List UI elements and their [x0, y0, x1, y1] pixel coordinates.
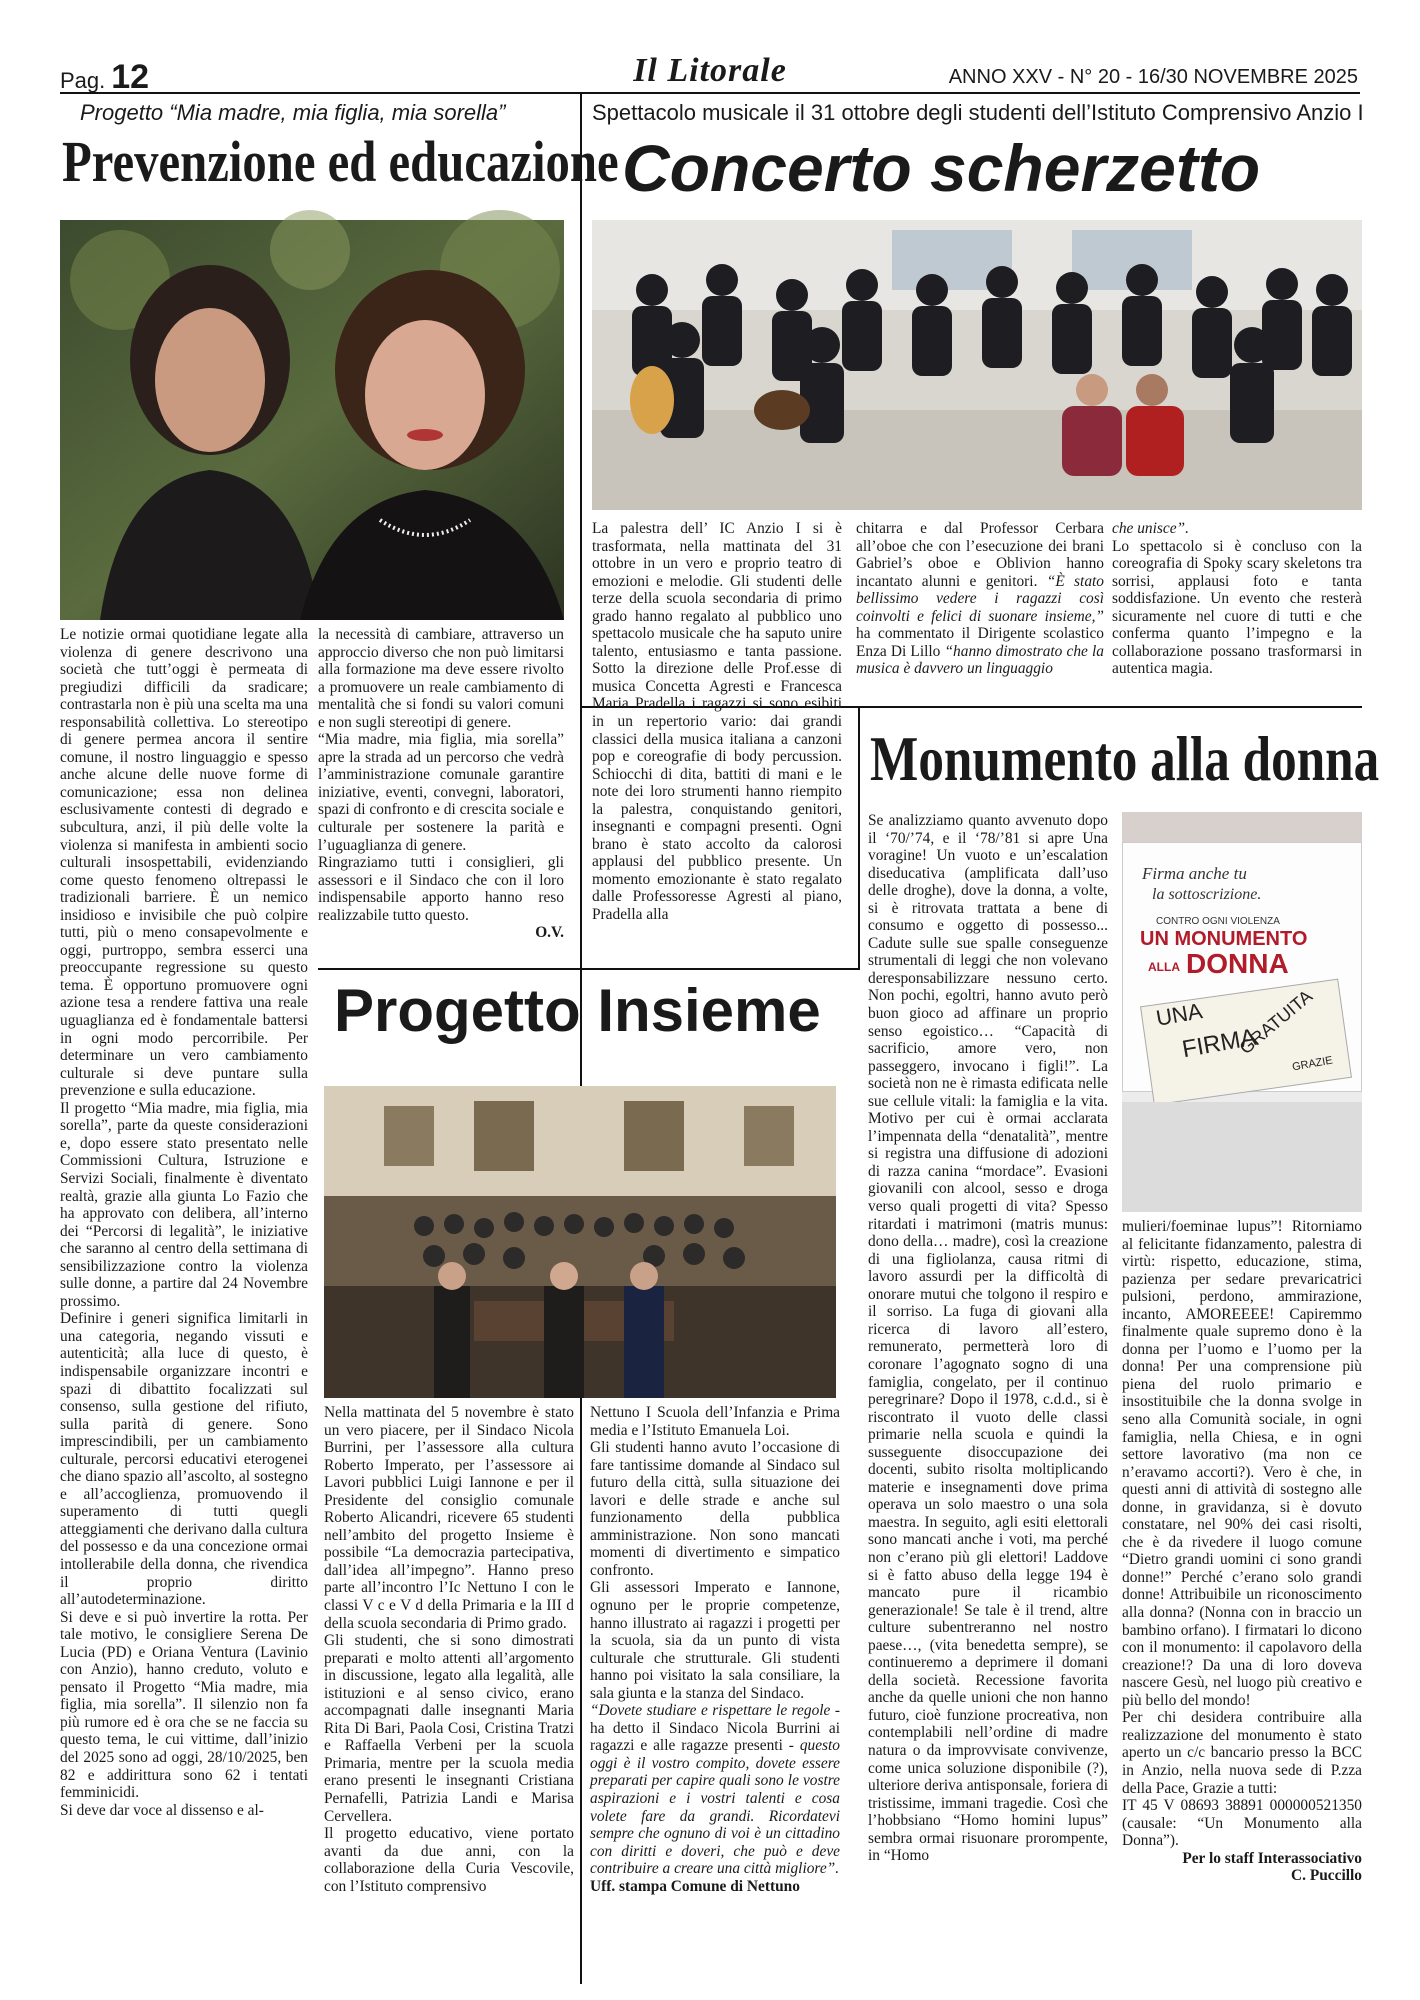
prevenzione-headline: Prevenzione ed educazione — [62, 129, 619, 194]
prevenzione-p4: Si deve e si può invertire la rotta. Per tale motivo, le consigliere Serena De Lucia (PD) e Oriana Ventura (Lavinio con Anzio), hanno creduto, voluto e pensato il Progetto “Mia madre, mia figlia, mia sorella”. Il silenzio non fa più rumore ed è ora che se ne faccia su questo tema, le cui vittime, dall’inizio del 2025 sono ad oggi, 28/10/2025, ben 82 e addirittura sono 62 i tentati femminicidi. — [60, 1608, 308, 1802]
photo-monumento-poster — [1122, 812, 1362, 1212]
concerto-col3-text: Lo spettacolo si è concluso con la coreografia di Spoky scary skeletons tra sorrisi, applausi foto e tanta soddisfazione. Un evento che resterà sicuramente nel cuore di tutti e che conferma quanto l’impegno e la collaborazione possano trasformarsi in autentica magia. — [1112, 537, 1362, 678]
poster-top-strip — [1122, 812, 1362, 842]
prevenzione-kicker: Progetto “Mia madre, mia figlia, mia sorella” — [80, 100, 506, 125]
prevenzione-col2-p1: la necessità di cambiare, attraverso un approccio diverso che non può limitarsi alla formazione ma deve essere rivolto a promuovere un reale cambiamento di mentalità che si fondi su valori comuni e non sugli stereotipi di genere. — [318, 626, 564, 731]
poster-line9: GRATUITA — [1235, 986, 1317, 1059]
monumento-signature1: Per lo staff Interassociativo — [1182, 1849, 1362, 1867]
concerto-col1-text: La palestra dell’ IC Anzio I si è trasformata, nella mattinata del 31 ottobre in un vero e proprio teatro di emozioni e melodie. Gli studenti delle terze della scuola secondaria di primo grado hanno regalato al pubblico uno spettacolo musicale che ha saputo unire talento, entusiasmo e tanta passione. Sotto la direzione delle Prof.esse di musica Concetta Agresti e Francesca Maria Pradella i ragazzi si sono esibiti in un repertorio vario: dai grandi classici della musica italiana a canzoni pop e coreografie di body percussion. Schiocchi di dita, battiti di mani e le note dei loro strumenti hanno riempito la palestra, conquistando genitori, insegnanti e compagni presenti. Ogni brano è stato accolto da calorosi applausi del pubblico presente. Un momento emozionante è stato regalato dalle Professoresse Agresti al piano, Pradella alla — [592, 520, 842, 924]
photo-two-women — [60, 220, 564, 620]
issue-info: ANNO XXV - N° 20 - 16/30 NOVEMBRE 2025 — [948, 66, 1358, 88]
insieme-col2-p1: Nettuno I Scuola dell’Infanzia e Prima media e l’Istituto Emanuela Loi. — [590, 1404, 840, 1439]
poster-line2: la sottoscrizione. — [1152, 886, 1262, 903]
concerto-col1 — [592, 520, 842, 924]
poster-line5: ALLA — [1148, 960, 1180, 974]
poster-line1: Firma anche tu — [1142, 864, 1247, 883]
concerto-col3 — [1112, 520, 1362, 700]
poster-line8: FIRMA — [1180, 1023, 1259, 1064]
poster-bottom — [1122, 1102, 1362, 1212]
insieme-col1-p2: Gli studenti, che si sono dimostrati preparati e molto attenti all’argomento in discussione, legato alla legalità, alle istituzioni e al senso civico, erano accompagnati dalle insegnanti Maria Rita Di Bari, Paola Cosi, Cristina Tratzi e Raffaella Verbeni per la scuola Primaria, mentre per la scuola media erano presenti le insegnanti Cristiana Pernafelli, Patrizia Landi e Marisa Cervellera. — [324, 1632, 574, 1825]
concerto-quote2: “hanno dimostrato che la musica è davvero un linguaggio — [856, 642, 1104, 678]
insieme-headline: Progetto Insieme — [334, 977, 821, 1044]
insieme-col1 — [324, 1404, 574, 1980]
prevenzione-p3: Definire i generi significa limitarli in una categoria, negando vissuti e autenticità; alla luce di questo, è indispensabile organizzare incontri e spazi di dibattito focalizzati sul consenso, sulla gestione del rifiuto, sulla parità di genere. Sono imprescindibili, per un cambiamento culturale, percorsi educativi eterogenei che diano spazio all’ascolto, al sostegno e all’accoglienza, promuovendo il superamento di tutti quegli atteggiamenti che derivano dalla cultura del possesso e da una concezione ormai intollerabile della donna, che rivendica il proprio diritto all’autodeterminazione. — [60, 1310, 308, 1609]
prevenzione-p2: Il progetto “Mia madre, mia figlia, mia sorella”, parte da queste considerazioni e, dopo essere stato presentato nelle Commissioni Cultura, Istruzione e Servizi Sociali, finalmente è diventato realtà, grazie alla giunta Lo Fazio che ha approvato con delibera, all’interno dei “Percorsi di legalità”, le iniziative che saranno al centro della settimana di sensibilizzazione contro la violenza sulle donne, a partire dal 24 Novembre prossimo. — [60, 1099, 308, 1310]
poster-line7: UNA — [1154, 998, 1205, 1031]
concerto-quote3: che unisce”. — [1112, 520, 1189, 537]
insieme-signature: Uff. stampa Comune di Nettuno — [590, 1877, 800, 1895]
insieme-quote-b: questo oggi è il vostro compito, dovete essere preparati per capire quali sono le vostre aspirazioni e i vostri talenti e cosa volete fare da grandi. Ricordatevi sempre che ognuno di voi è un cittadino con diritti e doveri, che può e deve contribuire a creare una città migliore”. — [590, 1737, 840, 1878]
prevenzione-signature: O.V. — [535, 924, 564, 942]
poster-line10: GRAZIE — [1291, 1054, 1334, 1074]
column-divider-insieme — [858, 708, 860, 970]
prevenzione-col2-p2: “Mia madre, mia figlia, mia sorella” apre la strada ad un percorso che vedrà l’amministrazione comunale garantire iniziative, eventi, convegni, laboratori, spazi di confronto e di crescita sociale e culturale per sostenere la parità e l’uguaglianza di genere. — [318, 731, 564, 854]
poster-line4: UN MONUMENTO — [1140, 928, 1308, 950]
monumento-iban: IT 45 V 08693 38891 000000521350 (causale: “Un Monumento alla Donna”). — [1122, 1797, 1362, 1850]
monumento-signature2: C. Puccillo — [1291, 1867, 1362, 1885]
monumento-col1-text: Se analizziamo quanto avvenuto dopo il ‘70/’74, e il ‘78/’81 si apre Una voragine! Un vuoto e un’escalation diseducativa (amplificata dall’uso delle droghe), dove la donna, a volte, si è ritrovata trattata a bene di consumo e oggetto di possesso... Cadute sulle sue spalle conseguenze strumentali di leggi che non volevano deresponsabilizzare nessuno certo. Non pochi, egoltri, hanno avuto però buon gioco ad affinare un proprio senso egoistico… “Capacità di sacrificio, amore vero, non passeggero, invocano i figli!”. La società non ne è rimasta edificata nelle sue cellule vitali: la famiglia e la vita. Motivo per cui è ormai acclarata l’impennata della “denatalità”, mentre si registra una diffusione di adozioni di razza canina “mordace”. Evasioni giovanili con alcool, sesso e droga verso quali progetti di vita? Spesso ritardati i matrimoni (matris munus: dono della… madre), così la creazione di una figliolanza, causa ritmi di lavoro assurdi per la difficoltà di onorare mutui che tolgono il respiro e il sorriso. La fuga di giovani alla ricerca di lavoro all’estero, remunerato, permetterà loro di coronare l’agognato sogno di una famiglia, congelato, per il continuo peregrinare? Dopo il 1978, c.d.d., si è riscontrato il vuoto delle classi primarie nella scuola e quindi la susseguente disoccupazione dei docenti, subito risolta moltiplicando materie e insegnamenti dove prima operava un solo maestro o una sola maestra. In seguito, agli esiti elettorali sono mancati anche i voti, ma perché non c’erano più gli elettori! Laddove si è fatto abuso della legge 194 è mancato pure il ricambio generazionale! Se tale è il trend, altre culture subentreranno nel nostro paese…, (vita benedetta sempre), se continueremo a deprimere il domani della società. Recessione favorita anche da quelle unioni che non hanno futuro, cioè funzione procreativa, non contemplabili nell’ordine di madre natura o da improvvisate convivenze, come unica soluzione disponibile (?), ulteriore deriva antisponsale, foriera di tristissime, immani tragedie. Così che l’hobbsiano “Homo homini lupus” sembra ormai risuonare prorompente, in “Homo — [868, 812, 1108, 1865]
section-divider-insieme — [318, 968, 860, 970]
insieme-col2 — [590, 1404, 840, 1980]
concerto-kicker: Spettacolo musicale il 31 ottobre degli studenti dell’Istituto Comprensivo Anzio I — [592, 100, 1364, 125]
insieme-col2-p2: Gli studenti hanno avuto l’occasione di fare tantissime domande al Sindaco sul futuro della città, sulla situazione dei lavori e delle strade e anche sul funzionamento della pubblica amministrazione. Non sono mancati momenti di divertimento e simpatico confronto. — [590, 1439, 840, 1579]
prevenzione-col2 — [318, 626, 564, 962]
insieme-col2-p3: Gli assessori Imperato e Iannone, ognuno per le proprie competenze, hanno illustrato ai ragazzi i progetti per la scuola, sia da un punto di vista culturale che strutturale. Gli studenti hanno poi visitato la sala consiliare, la sala giunta e la stanza del Sindaco. — [590, 1579, 840, 1702]
monumento-col2-b: Per chi desidera contribuire alla realizzazione del monumento è stato aperto un c/c bancario presso la BCC in Anzio, nella nuova sede di P.zza della Pace, Grazie a tutti: — [1122, 1709, 1362, 1797]
concerto-col2-para — [856, 520, 1104, 678]
header-rule — [60, 92, 1360, 94]
monumento-col2-text: mulieri/foeminae lupus”! Ritorniamo al felicitante fidanzamento, palestra di virtù: rispetto, educazione, stima, pazienza per sedare prevaricatrici pulsioni, perdono, ammirazione, incanto, AMOREEEE! Capiremmo finalmente quale supremo dono è la donna per l’uomo e l’uomo per la donna! Per una comprensione più piena del ruolo primario e insostituibile che la donna svolge in seno alla Comunità sociale, in ogni famiglia, nella Chiesa, e in ogni settore lavorativo (ma non ce n’eravamo accorti?). Vero è che, in questi anni di attività di sostegno alle donne, in gravidanza, si è dovuto constatare, nel 90% dei casi risolti, che è da rivedere il luogo comune “Dietro grandi uomini ci sono grandi donne!” Perché c’erano solo grandi donne! Attribuibile un riconoscimento alla donna? (Nonna con in braccio un bambino orfano). I firmatari lo dicono con il monumento: il capolavoro della creazione!? Da una di loro doveva nascere Gesù, nel luogo più creativo e più bello del mondo! — [1122, 1218, 1362, 1709]
insieme-quote-a: “Dovete studiare e rispettare le regole — [590, 1702, 831, 1720]
insieme-col1-p3: Il progetto educativo, viene portato avanti da due anni, con la collaborazione della Curia Vescovile, con l’Istituto comprensivo — [324, 1825, 574, 1895]
page-number: 12 — [111, 58, 150, 96]
monumento-headline: Monumento alla donna — [870, 723, 1380, 794]
poster-line3: CONTRO OGNI VIOLENZA — [1156, 916, 1280, 927]
photo-concert-students — [592, 220, 1362, 510]
prevenzione-p5: Si deve dar voce al dissenso e al- — [60, 1801, 264, 1819]
insieme-quote-mid: - ha detto il Sindaco Nicola Burrini ai ragazzi e alle ragazze presenti - — [590, 1702, 840, 1755]
prevenzione-col1 — [60, 626, 308, 1980]
concerto-col2-b: ha commentato il Dirigente scolastico Enza Di Lillo — [856, 625, 1104, 660]
insieme-col2-p4 — [590, 1702, 840, 1877]
photo-insieme-council — [324, 1086, 836, 1398]
monumento-col1 — [868, 812, 1108, 1962]
photo-insieme-council-svg — [324, 1086, 836, 1398]
monumento-col2 — [1122, 1218, 1362, 1982]
poster-line6: DONNA — [1186, 948, 1289, 979]
prevenzione-p1: Le notizie ormai quotidiane legate alla violenza di genere descrivono una società che tutt’oggi è permeata di pregiudizi difficili da sradicare; contrastarla non è più una scelta ma una responsabilità collettiva. Lo stereotipo di genere permea ancora il sentire comune, il nostro linguaggio e spesso anche alcune delle nuove forme di comunicazione; essa non delinea esclusivamente contesti di degrado e subcultura, anzi, il più delle volte la violenza si manifesta in ambienti socio culturali insospettabili, evidenziando come questo fenomeno oltrepassi le tradizionali barriere. È un nemico insidioso e invisibile che può colpire tutti, più o meno consapevolmente e oggi, purtroppo, sembra esserci una preoccupante regressione su questo tema. È opportuno promuovere ogni azione tesa a rendere fattiva una reale uguaglianza ed è fondamentale battersi in ogni modo percorribile. Per determinare un vero cambiamento culturale si deve puntare sulla prevenzione e sulla educazione. — [60, 626, 308, 1100]
masthead: Il Litorale — [633, 52, 787, 89]
concerto-col2-a: chitarra e dal Professor Cerbara all’oboe che con l’esecuzione dei brani Gabriel’s oboe e Oblivion hanno incantato alunni e genitori. — [856, 520, 1104, 590]
prevenzione-col2-p3: Ringraziamo tutti i consiglieri, gli assessori e il Sindaco che con il loro indispensabile apporto hanno reso realizzabile tutto questo. — [318, 854, 564, 924]
concerto-col2 — [856, 520, 1104, 700]
insieme-col1-p1: Nella mattinata del 5 novembre è stato un vero piacere, per il Sindaco Nicola Burrini, per l’assessore alla cultura Roberto Imperato, per l’assessore ai Lavori pubblici Luigi Iannone e per il Presidente del consiglio comunale Roberto Alicandri, ricevere 65 studenti nell’ambito del progetto Insieme è possibile “La democrazia partecipativa, dall’idea all’impegno”. Hanno preso parte all’incontro l’Ic Nettuno I con le classi V c e V d della Primaria e la III d della scuola secondaria di Primo grado. — [324, 1404, 574, 1632]
page-label-text: Pag. — [60, 68, 106, 93]
concerto-quote1: “È stato bellissimo vedere i ragazzi così coinvolti e felici di suonare insieme,” — [856, 572, 1104, 625]
concerto-headline: Concerto scherzetto — [622, 131, 1261, 205]
photo-concert-students-svg — [592, 220, 1362, 510]
photo-two-women-svg — [60, 220, 564, 620]
